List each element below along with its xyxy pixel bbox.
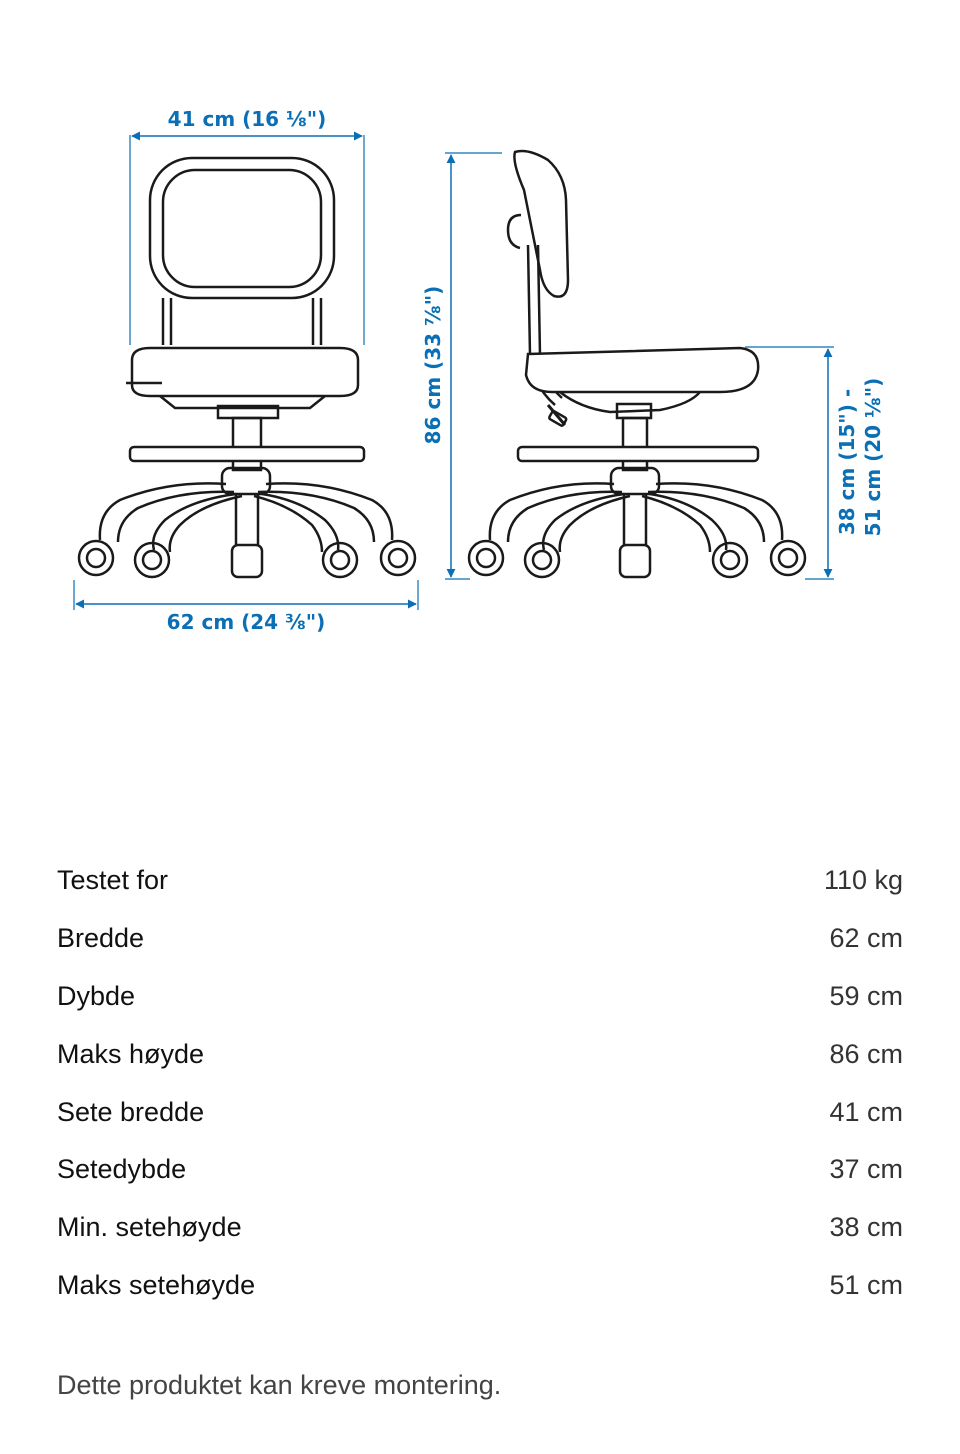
spec-label: Min. setehøyde: [57, 1212, 242, 1243]
spec-label: Maks setehøyde: [57, 1269, 256, 1300]
spec-value: 62 cm: [829, 923, 903, 954]
dimension-seat-width: [130, 107, 364, 345]
spec-value: 41 cm: [829, 1096, 903, 1127]
base-width-label: 62 cm (24 ⅜"): [166, 610, 326, 634]
spec-value: 37 cm: [829, 1154, 903, 1185]
spec-row-tested-for: [57, 852, 903, 910]
chair-side-view: [469, 151, 805, 577]
dimension-total-height: [421, 153, 502, 579]
spec-value: 51 cm: [829, 1269, 903, 1300]
spec-label: Testet for: [57, 865, 169, 896]
seat-height-range-label-line2: 51 cm (20 ⅛"): [861, 377, 885, 537]
spec-row-seat-depth: [57, 1141, 903, 1199]
spec-row-max-height: [57, 1025, 903, 1083]
spec-label: Setedybde: [57, 1154, 187, 1185]
spec-value: 110 kg: [823, 865, 903, 896]
spec-label: Dybde: [57, 980, 136, 1011]
seat-width-label: 41 cm (16 ⅛"): [167, 107, 327, 131]
spec-label: Maks høyde: [57, 1038, 205, 1069]
spec-row-seat-width: [57, 1083, 903, 1141]
spec-row-depth: [57, 968, 903, 1026]
spec-label: Sete bredde: [57, 1096, 205, 1127]
seat-height-range-label-line1: 38 cm (15") -: [835, 388, 859, 536]
spec-label: Bredde: [57, 923, 145, 954]
spec-value: 59 cm: [829, 980, 903, 1011]
dimension-base-width: [74, 580, 418, 634]
spec-row-min-seat-height: [57, 1199, 903, 1257]
spec-value: 86 cm: [829, 1038, 903, 1069]
spec-row-width: [57, 910, 903, 968]
spec-value: 38 cm: [829, 1212, 903, 1243]
spec-row-max-seat-height: [57, 1257, 903, 1315]
dimension-seat-height: [745, 347, 885, 579]
assembly-note: Dette produktet kan kreve montering.: [57, 1370, 502, 1400]
total-height-label: 86 cm (33 ⅞"): [421, 285, 445, 445]
spec-table: [57, 852, 903, 1314]
